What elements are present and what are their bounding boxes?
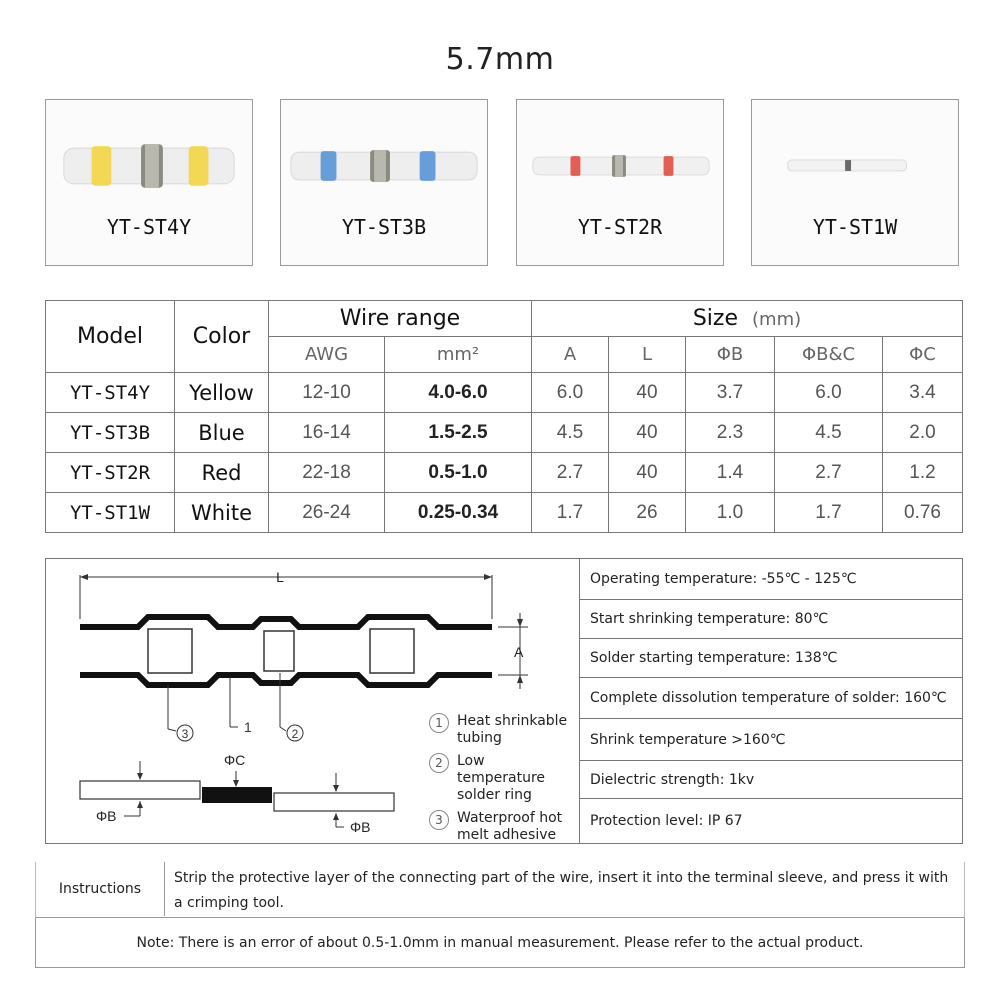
cell-mm2: 1.5-2.5 xyxy=(385,413,532,453)
instructions-section xyxy=(35,862,965,918)
cell-awg: 12-10 xyxy=(269,373,385,413)
diagram-legend xyxy=(429,713,577,850)
instructions-label: Instructions xyxy=(36,862,165,916)
legend-item xyxy=(429,713,577,747)
spec-diagram-panel xyxy=(45,558,963,844)
header-phibc: ΦB&C xyxy=(775,337,883,373)
cell-phibc: 4.5 xyxy=(775,413,883,453)
product-card xyxy=(516,99,724,266)
cell-phic: 0.76 xyxy=(883,493,963,533)
table-row xyxy=(46,413,963,453)
cell-phic: 2.0 xyxy=(883,413,963,453)
connector-image xyxy=(46,120,252,210)
property-item: Solder starting temperature: 138℃ xyxy=(580,639,963,678)
spec-table xyxy=(45,300,963,533)
product-card xyxy=(280,99,488,266)
legend-item xyxy=(429,810,577,844)
product-model-label: YT-ST3B xyxy=(341,215,427,239)
cell-mm2: 0.5-1.0 xyxy=(385,453,532,493)
connector-image xyxy=(517,120,723,210)
product-model-label: YT-ST4Y xyxy=(106,215,192,239)
connector-image xyxy=(281,120,487,210)
table-row xyxy=(46,453,963,493)
cell-phib: 3.7 xyxy=(686,373,775,413)
cell-color: Red xyxy=(175,453,269,493)
cell-phibc: 2.7 xyxy=(775,453,883,493)
property-item: Operating temperature: -55℃ - 125℃ xyxy=(580,559,963,600)
header-a: A xyxy=(532,337,609,373)
cell-l: 26 xyxy=(609,493,686,533)
legend-number: 1 xyxy=(429,713,449,733)
product-card xyxy=(45,99,253,266)
cell-model: YT-ST4Y xyxy=(46,373,175,413)
property-item: Dielectric strength: 1kv xyxy=(580,761,963,799)
cell-color: White xyxy=(175,493,269,533)
table-row xyxy=(46,373,963,413)
dim-l-label: L xyxy=(276,569,284,585)
cell-model: YT-ST1W xyxy=(46,493,175,533)
measurement-note: Note: There is an error of about 0.5-1.0mm in manual measurement. Please refer to the actual product. xyxy=(35,918,965,968)
product-model-label: YT-ST1W xyxy=(812,215,898,239)
cell-phib: 1.4 xyxy=(686,453,775,493)
cell-a: 4.5 xyxy=(532,413,609,453)
header-l: L xyxy=(609,337,686,373)
properties-list xyxy=(579,559,963,843)
header-model: Model xyxy=(46,301,175,373)
callout-1: 1 xyxy=(244,719,252,735)
header-wire-range: Wire range xyxy=(269,301,532,337)
dim-a-label: A xyxy=(514,644,524,660)
cell-a: 2.7 xyxy=(532,453,609,493)
cell-mm2: 4.0-6.0 xyxy=(385,373,532,413)
property-item: Complete dissolution temperature of solder: 160℃ xyxy=(580,678,963,719)
header-size: Size (mm) xyxy=(532,301,963,337)
cell-color: Blue xyxy=(175,413,269,453)
cell-phic: 3.4 xyxy=(883,373,963,413)
cell-phib: 2.3 xyxy=(686,413,775,453)
product-card xyxy=(751,99,959,266)
header-mm2: mm² xyxy=(385,337,532,373)
cell-phibc: 6.0 xyxy=(775,373,883,413)
property-item: Protection level: IP 67 xyxy=(590,813,743,829)
header-phib: ΦB xyxy=(686,337,775,373)
legend-number: 2 xyxy=(429,753,449,773)
cell-a: 6.0 xyxy=(532,373,609,413)
cell-a: 1.7 xyxy=(532,493,609,533)
table-row xyxy=(46,493,963,533)
cell-l: 40 xyxy=(609,453,686,493)
cell-color: Yellow xyxy=(175,373,269,413)
legend-text: Heat shrinkable tubing xyxy=(457,713,568,746)
dim-phib-left: ΦB xyxy=(96,808,117,824)
product-model-label: YT-ST2R xyxy=(577,215,663,239)
header-color: Color xyxy=(175,301,269,373)
dim-phic-label: ΦC xyxy=(224,752,246,768)
cell-phib: 1.0 xyxy=(686,493,775,533)
callout-2: 2 xyxy=(291,727,299,741)
cell-awg: 26-24 xyxy=(269,493,385,533)
cell-l: 40 xyxy=(609,413,686,453)
cell-phic: 1.2 xyxy=(883,453,963,493)
header-awg: AWG xyxy=(269,337,385,373)
cell-l: 40 xyxy=(609,373,686,413)
instructions-text: Strip the protective layer of the connecting part of the wire, insert it into the terminal sleeve, and press it with a crimping tool. xyxy=(174,870,949,911)
property-item: Start shrinking temperature: 80℃ xyxy=(580,600,963,639)
property-item: Shrink temperature >160℃ xyxy=(580,719,963,761)
callout-3: 3 xyxy=(181,727,189,741)
legend-text: Waterproof hot melt adhesive xyxy=(457,810,563,843)
cell-mm2: 0.25-0.34 xyxy=(385,493,532,533)
cell-awg: 22-18 xyxy=(269,453,385,493)
legend-item xyxy=(429,753,577,804)
dim-phib-right: ΦB xyxy=(350,819,371,835)
cell-phibc: 1.7 xyxy=(775,493,883,533)
header-phic: ΦC xyxy=(883,337,963,373)
page-title: 5.7mm xyxy=(445,42,555,77)
cell-model: YT-ST2R xyxy=(46,453,175,493)
cell-awg: 16-14 xyxy=(269,413,385,453)
legend-text: Low temperature solder ring xyxy=(457,753,545,803)
cell-model: YT-ST3B xyxy=(46,413,175,453)
legend-number: 3 xyxy=(429,810,449,830)
connector-image xyxy=(752,120,958,210)
